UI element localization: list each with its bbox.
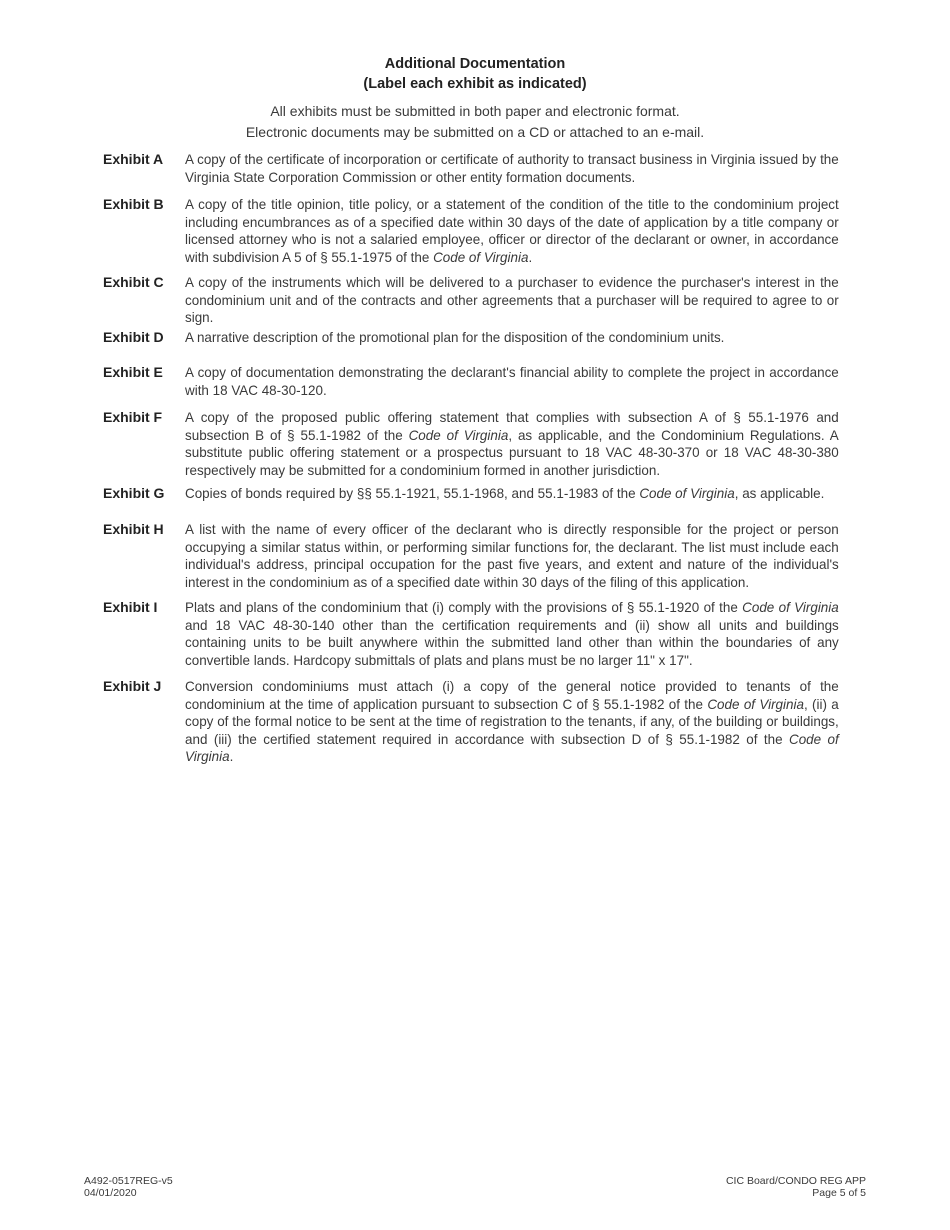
exhibit-text: Conversion condominiums must attach (i) a copy of the general notice provided to tenants of the condominium at the time of application pursuant to subsection C of § 55.1-1982 of the Code of Virginia, (ii) a copy of the formal notice to be sent at the time of registration to the tenants, if any, of the building or buildings, and (iii) the certified statement required in accordance with subsection D of § 55.1-1982 of the Code of Virginia. — [185, 678, 839, 765]
exhibit-f — [103, 409, 866, 479]
exhibit-text: A narrative description of the promotional plan for the disposition of the condominium units. — [185, 329, 725, 345]
form-date: 04/01/2020 — [84, 1187, 137, 1199]
exhibit-label: Exhibit I — [103, 599, 158, 615]
form-id: A492-0517REG-v5 — [84, 1175, 173, 1187]
exhibit-label: Exhibit G — [103, 485, 165, 501]
intro-line-1: All exhibits must be submitted in both paper and electronic format. — [270, 103, 680, 119]
footer-right — [726, 1175, 866, 1199]
intro-line-2: Electronic documents may be submitted on a CD or attached to an e-mail. — [245, 124, 705, 140]
exhibit-text: A copy of the title opinion, title policy, or a statement of the condition of the title to the condominium project including encumbrances as of a specified date within 30 days of the date of application by a title company or licensed attorney who is not a salaried employee, officer or director of the declarant or owner, in accordance with subdivision A 5 of § 55.1-1975 of the Code of Virginia. — [185, 196, 839, 265]
exhibit-label: Exhibit B — [103, 196, 164, 212]
exhibit-e — [103, 364, 866, 399]
page-subtitle: (Label each exhibit as indicated) — [363, 76, 587, 92]
page-number: Page 5 of 5 — [812, 1187, 866, 1199]
exhibit-d — [103, 329, 866, 347]
exhibit-label: Exhibit A — [103, 151, 164, 167]
exhibit-label: Exhibit H — [103, 521, 164, 537]
exhibit-label: Exhibit F — [103, 409, 163, 425]
exhibit-text: A copy of documentation demonstrating the declarant's financial ability to complete the project in accordance with 18 VAC 48-30-120. — [185, 364, 839, 398]
board-name: CIC Board/CONDO REG APP — [725, 1175, 866, 1187]
exhibit-b — [103, 196, 866, 266]
exhibit-label: Exhibit J — [103, 678, 162, 694]
exhibit-label: Exhibit E — [103, 364, 163, 380]
exhibit-label: Exhibit C — [103, 274, 164, 290]
exhibit-text: Copies of bonds required by §§ 55.1-1921, 55.1-1968, and 55.1-1983 of the Code of Virginia, as applicable. — [185, 485, 825, 501]
exhibit-j — [103, 678, 866, 766]
exhibit-text: A copy of the proposed public offering statement that complies with subsection A of § 55.1-1976 and subsection B of § 55.1-1982 of the Code of Virginia, as applicable, and the Condominium Regulations. A substitute public offering statement or a prospectus pursuant to 18 VAC 48-30-370 or 18 VAC 48-30-380 respectively may be submitted for a condominium formed in another jurisdiction. — [185, 409, 839, 478]
exhibit-text: A copy of the certificate of incorporation or certificate of authority to transact business in Virginia issued by the Virginia State Corporation Commission or other entity formation documents. — [185, 151, 839, 185]
exhibit-c — [103, 274, 866, 327]
exhibit-a — [103, 151, 866, 186]
exhibit-text: A copy of the instruments which will be delivered to a purchaser to evidence the purchaser's interest in the condominium unit and of the contracts and other agreements that a purchaser will be required to agree to or sign. — [185, 274, 839, 326]
exhibit-text: Plats and plans of the condominium that (i) comply with the provisions of § 55.1-1920 of the Code of Virginia and 18 VAC 48-30-140 other than the certification requirements and (ii) show all units and buildings containing units to be built anywhere within the submitted land other than within the boundaries of any convertible lands. Hardcopy submittals of plats and plans must be no larger 11" x 17". — [185, 599, 839, 668]
exhibit-text: A list with the name of every officer of the declarant who is directly responsible for the project or person occupying a similar status within, or performing similar functions for, the declarant. The list must include each individual's address, principal occupation for the past five years, and extent and nature of the individual's interest in the condominium as of a specified date within 30 days of the filing of this application. — [185, 521, 839, 590]
exhibit-g — [103, 485, 866, 503]
exhibit-i — [103, 599, 866, 669]
page-title: Additional Documentation — [384, 56, 566, 72]
exhibit-h — [103, 521, 866, 591]
footer-left — [84, 1175, 173, 1199]
exhibit-label: Exhibit D — [103, 329, 164, 345]
